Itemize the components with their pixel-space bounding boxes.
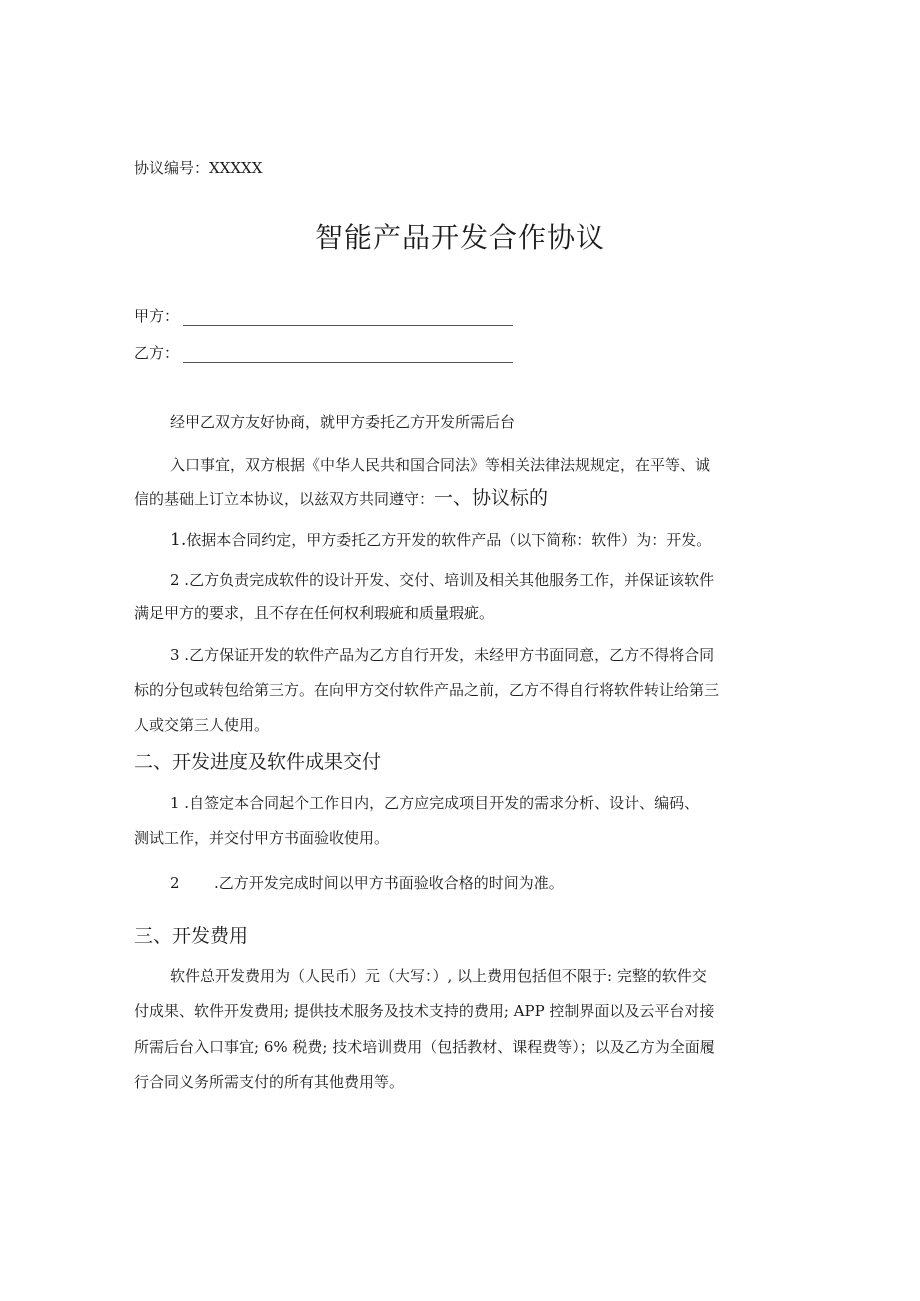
- party-b-label: 乙方：: [134, 344, 180, 362]
- party-a-line: [134, 306, 513, 326]
- section-2-item-2: [170, 873, 564, 893]
- section-3-line-3: 所需后台入口事宜; 6% 税费; 技术培训费用（包括教材、课程费等）；以及乙方为全面履: [134, 1038, 715, 1056]
- party-b-line: [134, 343, 513, 363]
- section-1-item-3-line-2: 标的分包或转包给第三方。在向甲方交付软件产品之前，乙方不得自行将软件转让给第三: [134, 681, 720, 699]
- party-a-label: 甲方：: [134, 307, 180, 325]
- party-b-blank: [183, 346, 513, 363]
- section-3-line-2: 付成果、软件开发费用; 提供技术服务及技术支持的费用; APP 控制界面以及云平台对接: [134, 1002, 715, 1020]
- agreement-number: 协议编号：XXXXX: [134, 159, 263, 177]
- document-title: 智能产品开发合作协议: [314, 221, 605, 254]
- party-a-blank: [183, 309, 513, 326]
- intro-line-3-text: 信的基础上订立本协议，以兹双方共同遵守：: [134, 490, 435, 508]
- section-3-line-1: 软件总开发费用为（人民币）元（大写：）, 以上费用包括但不限于: 完整的软件交: [170, 967, 707, 985]
- section-1-item-1: [170, 530, 711, 550]
- section-2-item-1-line-1: 1 .自签定本合同起个工作日内，乙方应完成项目开发的需求分析、设计、编码、: [170, 794, 700, 812]
- section-2-item-2-number: 2: [170, 874, 180, 892]
- section-1-item-2-line-2: 满足甲方的要求，且不存在任何权利瑕疵和质量瑕疵。: [134, 604, 495, 622]
- section-1-item-1-text: 依据本合同约定，甲方委托乙方开发的软件产品（以下简称：软件）为：开发。: [186, 531, 712, 549]
- section-1-heading: 一、协议标的: [434, 487, 549, 509]
- section-1-item-1-number: 1.: [170, 530, 187, 550]
- section-3-heading: 三、开发费用: [134, 925, 249, 947]
- intro-line-3: [134, 488, 548, 509]
- section-2-heading: 二、开发进度及软件成果交付: [134, 751, 382, 773]
- section-2-item-1-line-2: 测试工作，并交付甲方书面验收使用。: [134, 829, 390, 847]
- section-3-line-4: 行合同义务所需支付的所有其他费用等。: [134, 1073, 405, 1091]
- section-1-item-3-line-1: 3 .乙方保证开发的软件产品为乙方自行开发，未经甲方书面同意，乙方不得将合同: [170, 646, 715, 664]
- section-1-item-3-line-3: 人或交第三人使用。: [134, 716, 270, 734]
- section-1-item-2-line-1: 2 .乙方负责完成软件的设计开发、交付、培训及相关其他服务工作，并保证该软件: [170, 571, 715, 589]
- intro-line-1: 经甲乙双方友好协商，就甲方委托乙方开发所需后台: [170, 413, 516, 431]
- intro-line-2: 入口事宜，双方根据《中华人民共和国合同法》等相关法律法规规定，在平等、诚: [170, 456, 711, 474]
- section-2-item-2-text: .乙方开发完成时间以甲方书面验收合格的时间为准。: [214, 874, 564, 892]
